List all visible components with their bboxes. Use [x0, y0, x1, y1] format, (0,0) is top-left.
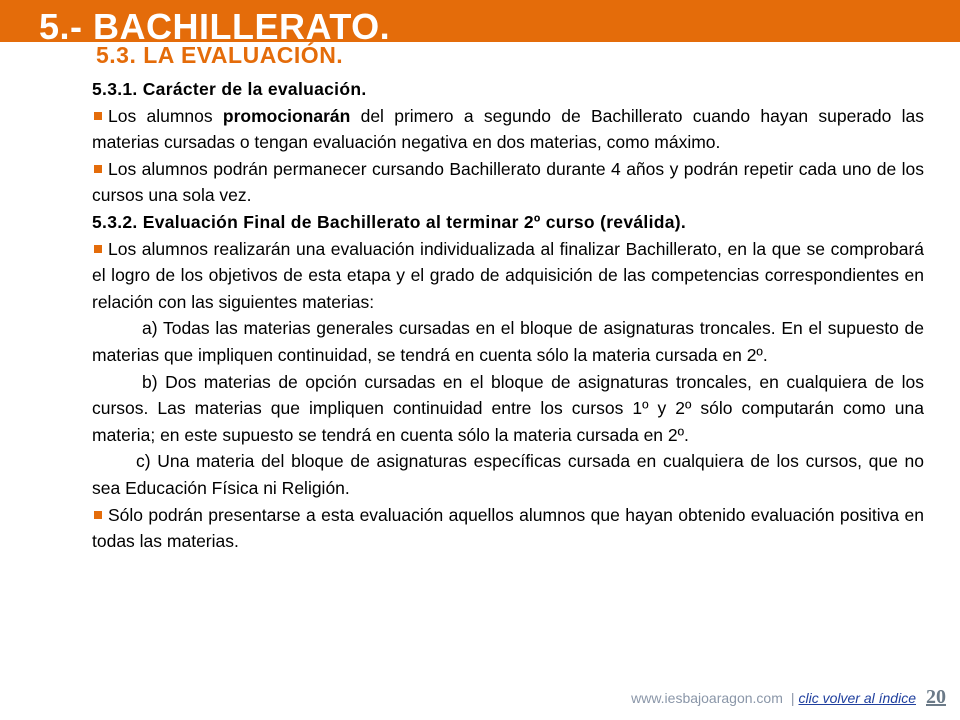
subheading-caracter: 5.3.1. Carácter de la evaluación. [92, 79, 367, 99]
bullet-evaluacion-individualizada [92, 236, 924, 316]
page-title: 5.- BACHILLERATO. [39, 6, 391, 47]
bullet-text: del primero a segundo de Bachillerato cuando hayan superado las materias cursadas o tengan evaluación negativa en dos materias, como máximo. [92, 105, 924, 153]
footer-separator: | [790, 690, 795, 706]
bullet-promocion [92, 103, 924, 156]
item-a: a) Todas las materias generales cursadas en el bloque de asignaturas troncales. En el supuesto de materias que impliquen continuidad, se tendrá en cuenta sólo la materia cursada en 2º. [92, 318, 924, 365]
bullet-text: Los alumnos [108, 105, 223, 126]
bullet-text: Sólo podrán presentarse a esta evaluación aquellos alumnos que hayan obtenido evaluación positiva en todas las materias. [92, 504, 924, 552]
section-title: 5.3. LA EVALUACIÓN. [96, 42, 344, 68]
square-bullet-icon [94, 112, 102, 120]
back-to-index-link[interactable]: clic volver al índice [798, 690, 916, 706]
bold-term: promocionarán [222, 105, 351, 126]
subheading-evaluacion-final: 5.3.2. Evaluación Final de Bachillerato al terminar 2º curso (reválida). [92, 211, 687, 232]
square-bullet-icon [94, 245, 102, 253]
item-b: b) Dos materias de opción cursadas en el bloque de asignaturas troncales, en cualquiera de los cursos. Las materias que impliquen continuidad entre los cursos 1º y 2º sólo computarán como una materia; en este supuesto se tendrá en cuenta sólo la materia cursada en 2º. [92, 371, 924, 445]
bullet-permanencia [92, 156, 924, 209]
square-bullet-icon [94, 511, 102, 519]
item-c: c) Una materia del bloque de asignaturas específicas cursada en cualquiera de los cursos, que no sea Educación Física ni Religión. [92, 451, 924, 498]
footer [631, 686, 946, 709]
square-bullet-icon [94, 165, 102, 173]
bullet-text: Los alumnos realizarán una evaluación individualizada al finalizar Bachillerato, en la que se comprobará el logro de los objetivos de esta etapa y el grado de adquisición de las competencias correspondientes en relación con las siguientes materias: [92, 238, 924, 312]
website-url[interactable]: www.iesbajoaragon.com [631, 690, 783, 706]
bullet-requisito [92, 502, 924, 555]
bullet-text: Los alumnos podrán permanecer cursando Bachillerato durante 4 años y podrán repetir cada uno de los cursos una sola vez. [92, 158, 924, 206]
page-number: 20 [926, 686, 946, 708]
content-body [92, 76, 924, 555]
